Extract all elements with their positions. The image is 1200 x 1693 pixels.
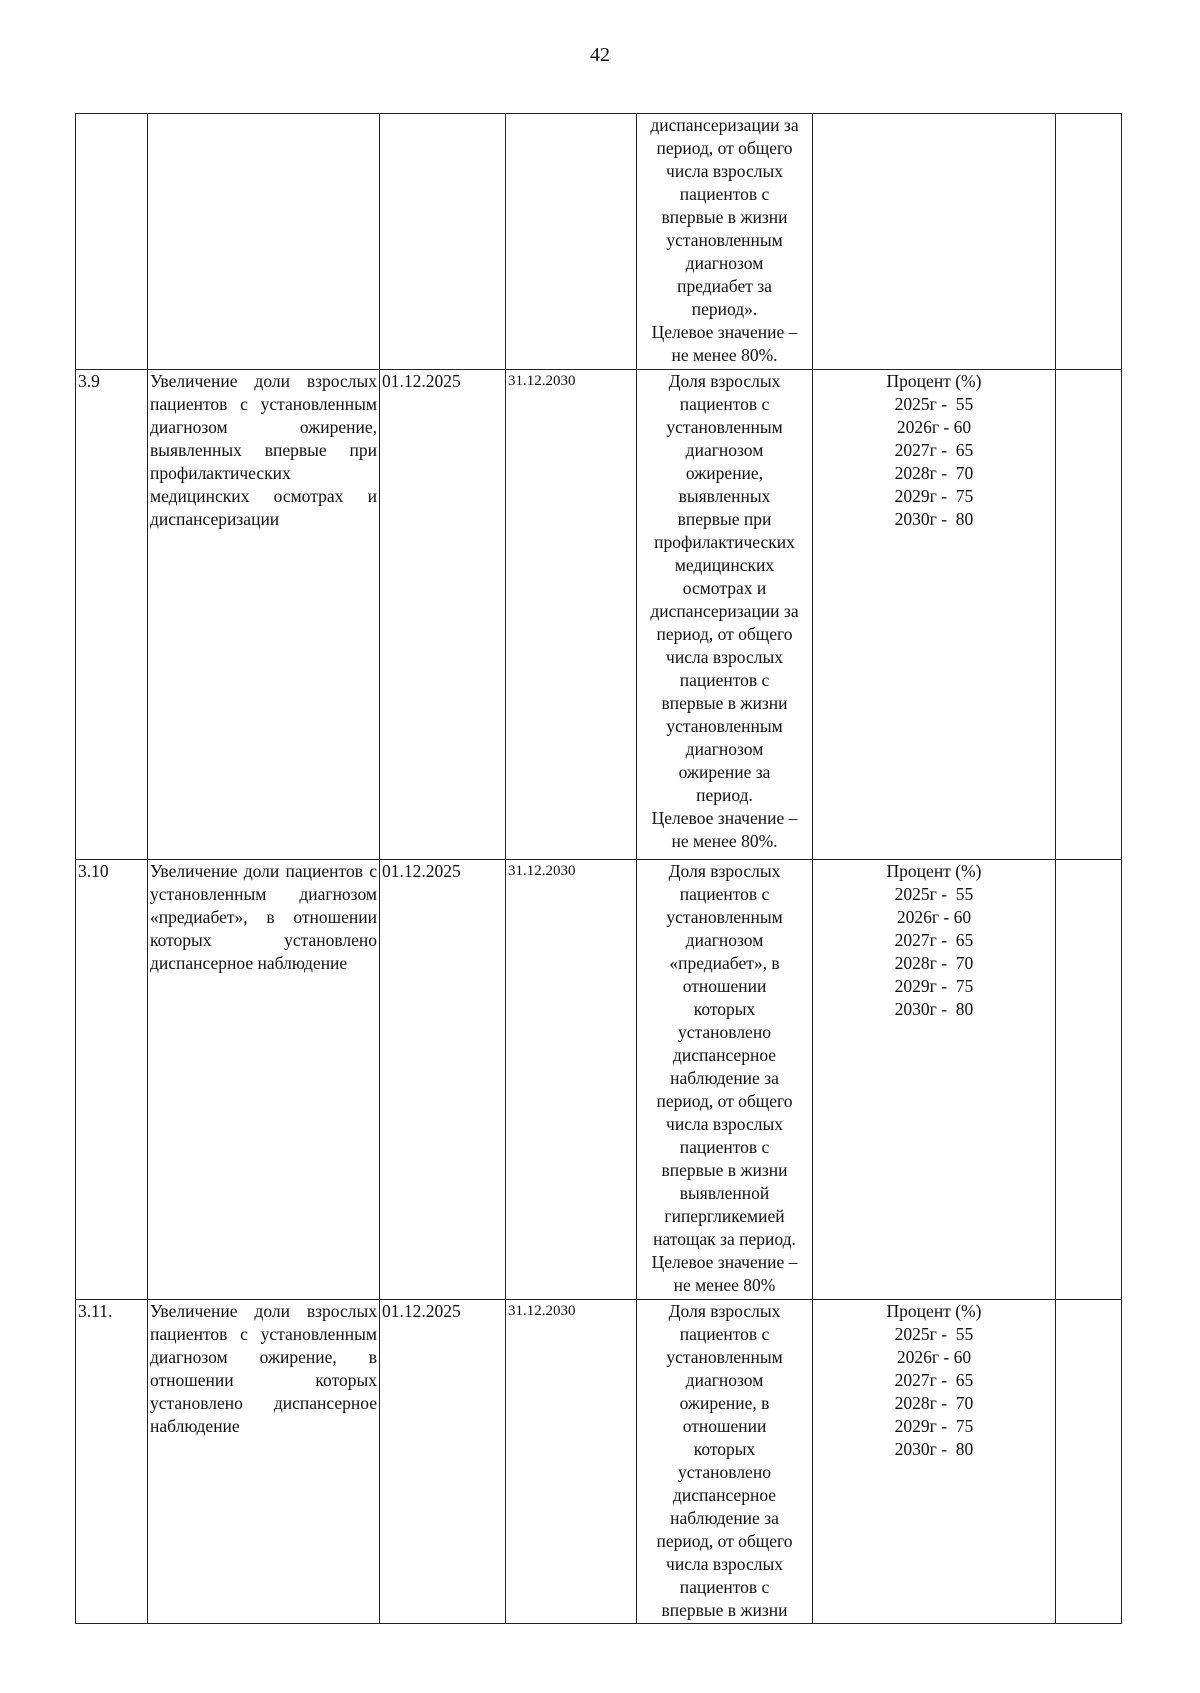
indicator-line: пациентов с <box>679 394 770 414</box>
indicator-line: период. <box>696 785 753 805</box>
indicator-line: Целевое значение – <box>651 808 798 828</box>
end-date-cell: 31.12.2030 <box>506 370 637 860</box>
target-value-line: 2026г - 60 <box>896 417 972 437</box>
indicator-line: пациентов с <box>679 670 770 690</box>
notes-cell <box>1056 370 1122 860</box>
table-row <box>76 860 1122 1300</box>
indicator-line: диагнозом <box>685 440 764 460</box>
start-date-cell: 01.12.2025 <box>380 1300 506 1624</box>
indicator-line: диагнозом <box>685 930 764 950</box>
indicator-line: пациентов с <box>679 1137 770 1157</box>
indicator-line: осмотрах и <box>682 578 767 598</box>
target-value-line: 2025г - 55 <box>894 1324 974 1344</box>
target-value-line: Процент (%) <box>886 861 982 881</box>
indicator-line: выявленных <box>678 486 771 506</box>
target-value-line: 2029г - 75 <box>894 976 974 996</box>
end-date-cell: 31.12.2030 <box>506 860 637 1300</box>
target-value-line: 2030г - 80 <box>894 999 974 1019</box>
indicator-line: пациентов с <box>679 1577 770 1597</box>
measures-table <box>75 113 1122 1624</box>
indicator-line: отношении <box>682 976 767 996</box>
notes-cell <box>1056 1300 1122 1624</box>
indicator-line: ожирение, в <box>679 1393 770 1413</box>
measure-name-cell: Увеличение доли взрослых пациентов с установленным диагнозом ожирение, в отношении которых установлено диспансерное наблюдение <box>148 1300 380 1624</box>
target-value-line: Процент (%) <box>886 1301 982 1321</box>
row-number-cell: 3.11. <box>76 1300 148 1624</box>
notes-cell <box>1056 114 1122 370</box>
indicator-line: пациентов с <box>679 184 770 204</box>
indicator-line: Доля взрослых <box>668 371 781 391</box>
indicator-line: пациентов с <box>679 884 770 904</box>
target-value-line: Процент (%) <box>886 371 982 391</box>
start-date-cell: 01.12.2025 <box>380 860 506 1300</box>
indicator-line: установленным <box>666 907 783 927</box>
measure-name-cell <box>148 114 380 370</box>
indicator-line: ожирение, <box>685 463 764 483</box>
indicator-line: период, от общего <box>656 138 793 158</box>
table-row <box>76 1300 1122 1624</box>
indicator-line: впервые при <box>677 509 772 529</box>
indicator-line: установленным <box>666 230 783 250</box>
indicator-line: установленным <box>666 1347 783 1367</box>
indicator-cell <box>637 370 813 860</box>
indicator-cell <box>637 860 813 1300</box>
indicator-line: числа взрослых <box>666 1114 783 1134</box>
target-value-line: 2025г - 55 <box>894 884 974 904</box>
indicator-cell <box>637 1300 813 1624</box>
indicator-line: диспансерное <box>672 1045 777 1065</box>
target-value-line: 2030г - 80 <box>894 1439 974 1459</box>
target-values-cell <box>813 370 1056 860</box>
indicator-line: числа взрослых <box>666 647 783 667</box>
indicator-line: диспансеризации за <box>650 115 799 135</box>
target-values-cell <box>813 860 1056 1300</box>
end-date-cell: 31.12.2030 <box>506 1300 637 1624</box>
indicator-line: установлено <box>678 1022 771 1042</box>
indicator-line: пациентов с <box>679 1324 770 1344</box>
target-value-line: 2027г - 65 <box>894 440 974 460</box>
indicator-line: «предиабет», в <box>669 953 780 973</box>
indicator-line: медицинских <box>674 555 775 575</box>
target-values-cell <box>813 114 1056 370</box>
indicator-line: впервые в жизни <box>661 207 788 227</box>
table-row <box>76 114 1122 370</box>
indicator-line: установленным <box>666 417 783 437</box>
indicator-line: профилактических <box>654 532 795 552</box>
indicator-line: предиабет за <box>677 276 772 296</box>
indicator-line: Доля взрослых <box>668 1301 781 1321</box>
indicator-line: диагнозом <box>685 739 764 759</box>
indicator-line: установлено <box>678 1462 771 1482</box>
indicator-line: которых <box>693 1439 756 1459</box>
target-value-line: 2025г - 55 <box>894 394 974 414</box>
indicator-line: числа взрослых <box>666 1554 783 1574</box>
target-value-line: 2026г - 60 <box>896 907 972 927</box>
indicator-line: впервые в жизни <box>661 1600 788 1620</box>
indicator-line: диагнозом <box>685 1370 764 1390</box>
page-number: 42 <box>590 44 610 66</box>
indicator-line: Целевое значение – <box>651 322 798 342</box>
notes-cell <box>1056 860 1122 1300</box>
indicator-line: диспансеризации за <box>650 601 799 621</box>
indicator-line: диагнозом <box>685 253 764 273</box>
row-number-cell: 3.9 <box>76 370 148 860</box>
measure-name-cell: Увеличение доли взрослых пациентов с установленным диагнозом ожирение, выявленных впервые при профилактических медицинских осмотрах и диспансеризации <box>148 370 380 860</box>
indicator-line: Целевое значение – <box>651 1252 798 1272</box>
indicator-line: отношении <box>682 1416 767 1436</box>
target-value-line: 2030г - 80 <box>894 509 974 529</box>
end-date-cell <box>506 114 637 370</box>
target-value-line: 2026г - 60 <box>896 1347 972 1367</box>
indicator-line: не менее 80% <box>673 1275 776 1295</box>
start-date-cell: 01.12.2025 <box>380 370 506 860</box>
indicator-line: период, от общего <box>656 624 793 644</box>
indicator-line: выявленной <box>679 1183 770 1203</box>
table-row <box>76 370 1122 860</box>
target-value-line: 2029г - 75 <box>894 1416 974 1436</box>
indicator-line: ожирение за <box>678 762 771 782</box>
measure-name-cell: Увеличение доли пациентов с установленным диагнозом «предиабет», в отношении которых установлено диспансерное наблюдение <box>148 860 380 1300</box>
indicator-line: диспансерное <box>672 1485 777 1505</box>
indicator-line: период, от общего <box>656 1091 793 1111</box>
target-value-line: 2028г - 70 <box>894 463 974 483</box>
row-number-cell <box>76 114 148 370</box>
indicator-line: числа взрослых <box>666 161 783 181</box>
target-value-line: 2027г - 65 <box>894 930 974 950</box>
target-value-line: 2028г - 70 <box>894 953 974 973</box>
row-number-cell: 3.10 <box>76 860 148 1300</box>
indicator-cell <box>637 114 813 370</box>
indicator-line: наблюдение за <box>670 1508 779 1528</box>
target-value-line: 2029г - 75 <box>894 486 974 506</box>
target-values-cell <box>813 1300 1056 1624</box>
indicator-line: период». <box>691 299 758 319</box>
indicator-line: не менее 80%. <box>671 345 778 365</box>
target-value-line: 2028г - 70 <box>894 1393 974 1413</box>
indicator-line: натощак за период. <box>653 1229 796 1249</box>
indicator-line: Доля взрослых <box>668 861 781 881</box>
indicator-line: установленным <box>666 716 783 736</box>
indicator-line: которых <box>693 999 756 1019</box>
indicator-line: период, от общего <box>656 1531 793 1551</box>
target-value-line: 2027г - 65 <box>894 1370 974 1390</box>
indicator-line: наблюдение за <box>670 1068 779 1088</box>
start-date-cell <box>380 114 506 370</box>
indicator-line: впервые в жизни <box>661 1160 788 1180</box>
indicator-line: не менее 80%. <box>671 831 778 851</box>
indicator-line: гипергликемией <box>664 1206 785 1226</box>
indicator-line: впервые в жизни <box>661 693 788 713</box>
